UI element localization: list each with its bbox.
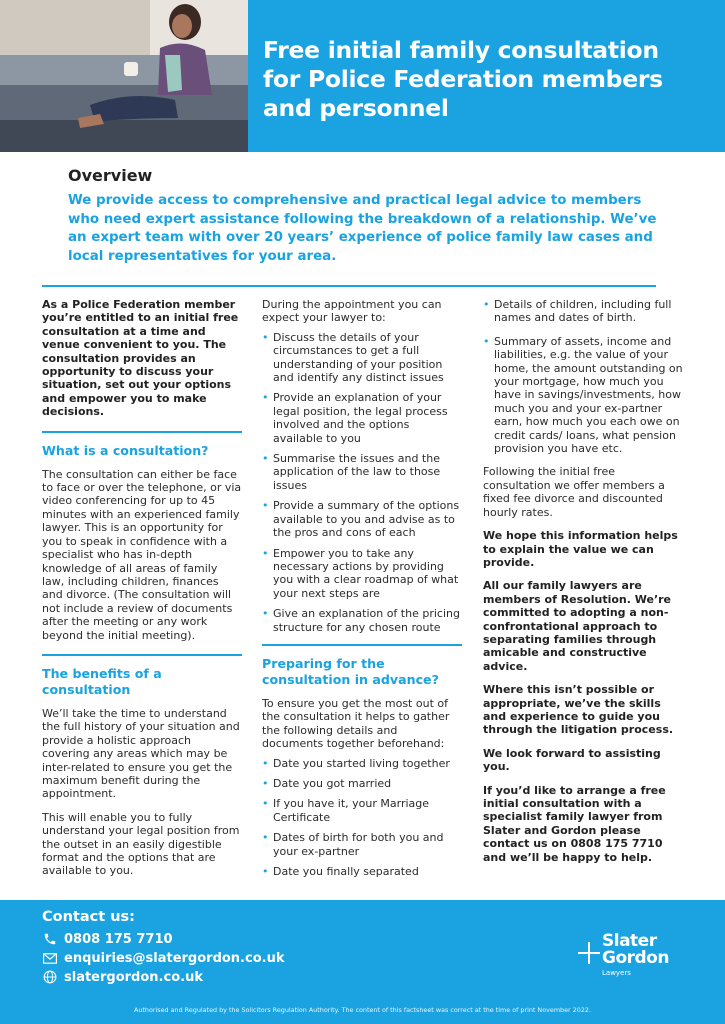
slater-gordon-logo xyxy=(578,932,698,984)
prep-text: To ensure you get the most out of the consultation it helps to gather the following details and documents together beforehand: xyxy=(262,696,450,751)
header-banner xyxy=(0,0,725,152)
what-text: The consultation can either be face to face or over the telephone, or via video conferencing for up to 45 minutes with an experienced family lawyer. This is an opportunity for you to speak in confidence with a specialist who has in-depth knowledge of all areas of family law, including children, finances and divorce. (The consultation will not include a review of documents after the meeting or any work beyond the initial meeting). xyxy=(42,467,242,642)
list-item: • Date you started living together xyxy=(262,757,462,770)
phone-number: 0808 175 7710 xyxy=(64,931,173,947)
hope-text: We hope this information helps to explain the value we can provide. xyxy=(483,529,678,569)
list-item: • Provide an explanation of your legal position, the legal process involved and the options available to you xyxy=(262,391,462,445)
column-right xyxy=(483,298,683,874)
list-item: • Date you got married xyxy=(262,777,462,790)
logo-text: Slater xyxy=(602,931,657,951)
following-text: Following the initial free consultation we offer members a fixed fee divorce and discounted hourly rates. xyxy=(483,465,665,519)
arrange-text: If you’d like to arrange a free initial consultation with a specialist family lawyer from Slater and Gordon please contact us on 0808 175 7710 and we’ll be happy to help. xyxy=(483,783,666,864)
benefits-heading: The benefits of a consultation xyxy=(42,665,162,697)
phone-icon xyxy=(42,931,58,947)
list-item: • Provide a summary of the options available to you and advise as to the pros and cons of each xyxy=(262,499,462,539)
logo-text: Lawyers xyxy=(602,969,631,977)
details-list xyxy=(483,298,683,455)
legal-notice: Authorised and Regulated by the Solicitors Regulation Authority. The content of this factsheet was correct at the time of print November 2022. xyxy=(133,1006,591,1014)
column-middle xyxy=(262,298,462,885)
plus-logo-icon xyxy=(578,942,600,964)
title-line: and personnel xyxy=(263,94,449,122)
divider xyxy=(42,285,656,287)
list-item: • If you have it, your Marriage Certificate xyxy=(262,797,462,824)
logo-text: Gordon xyxy=(602,948,669,968)
resolution-text: All our family lawyers are members of Resolution. We’re committed to adopting a non-confrontational approach to separating families through amicable and constructive advice. xyxy=(483,579,672,673)
appointment-list xyxy=(262,331,462,634)
benefits-text: We’ll take the time to understand the full history of your situation and provide a holistic approach covering any areas which may be inter-related to ensure you get the maximum benefit during the appointment. xyxy=(42,706,240,801)
footer-banner xyxy=(0,900,725,1024)
list-item: • Summary of assets, income and liabilities, e.g. the value of your home, the amount outstanding on your mortgage, how much you have in savings/investments, how much you and your ex-partner earn, how much you each owe on credit cards/ loans, what pension provision you have etc. xyxy=(483,335,683,456)
list-item: • Give an explanation of the pricing structure for any chosen route xyxy=(262,607,462,634)
appointment-intro: During the appointment you can expect your lawyer to: xyxy=(262,298,442,325)
globe-icon xyxy=(42,969,58,985)
prep-list xyxy=(262,757,462,879)
intro-text: As a Police Federation member you’re entitled to an initial free consultation at a time and venue convenient to you. The consultation provides an opportunity to discuss your situation, set out your options and empower you to make decisions. xyxy=(42,298,239,419)
contact-email[interactable] xyxy=(42,950,284,966)
mail-icon xyxy=(42,950,58,966)
website-url: slatergordon.co.uk xyxy=(64,969,203,985)
prep-heading: Preparing for the consultation in advance? xyxy=(262,655,439,687)
woman-with-mug-photo xyxy=(0,0,248,152)
divider xyxy=(42,431,242,433)
overview-heading: Overview xyxy=(68,166,153,185)
title-line: for Police Federation members xyxy=(263,65,663,93)
divider xyxy=(262,644,462,646)
page-title xyxy=(263,36,703,123)
list-item: • Discuss the details of your circumstances to get a full understanding of your position and identify any distinct issues xyxy=(262,331,462,385)
contact-phone[interactable] xyxy=(42,931,173,947)
divider xyxy=(42,654,242,656)
list-item: • Details of children, including full names and dates of birth. xyxy=(483,298,683,325)
list-item: • Dates of birth for both you and your ex-partner xyxy=(262,831,462,858)
contact-website[interactable] xyxy=(42,969,203,985)
list-item: • Date you finally separated xyxy=(262,865,462,878)
list-item: • Empower you to take any necessary actions by providing you with a clear roadmap of what your next steps are xyxy=(262,547,462,601)
email-address: enquiries@slatergordon.co.uk xyxy=(64,950,285,966)
contact-heading: Contact us: xyxy=(42,909,135,925)
column-left xyxy=(42,298,242,888)
forward-text: We look forward to assisting you. xyxy=(483,746,661,774)
what-heading: What is a consultation? xyxy=(42,442,209,458)
overview-text: We provide access to comprehensive and practical legal advice to members who need expert assistance following the breakdown of a relationship. We’ve an expert team with over 20 years’ experience of police family law cases and local representatives for your area. xyxy=(68,193,657,264)
benefits-text: This will enable you to fully understand your legal position from the outset in an easily digestible format and the options that are available to you. xyxy=(42,810,240,878)
litigation-text: Where this isn’t possible or appropriate, we’ve the skills and experience to guide you through the litigation process. xyxy=(483,683,674,737)
photo-illustration xyxy=(0,0,248,152)
title-line: Free initial family consultation xyxy=(263,36,659,64)
list-item: • Summarise the issues and the application of the law to those issues xyxy=(262,452,462,492)
